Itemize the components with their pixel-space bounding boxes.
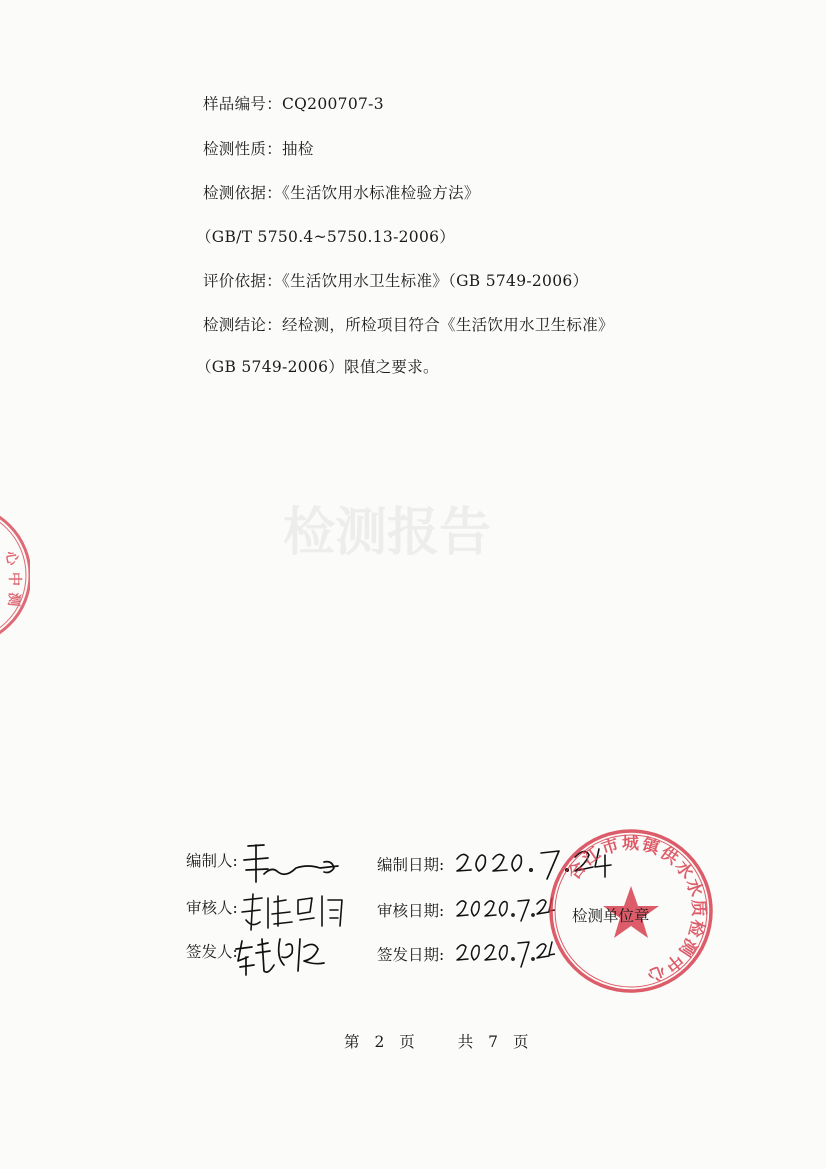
test-basis-label: 检测依据： [203,184,283,202]
evaluation-basis-line [203,269,588,291]
page-mid: 页 [399,1033,416,1051]
conclusion-text-1: 经检测，所检项目符合《生活饮用水卫生标准》 [282,316,614,334]
test-nature-line [203,137,314,159]
evaluation-basis-label: 评价依据： [203,272,283,290]
svg-text:合江市城镇供水水质检测中心: 合江市城镇供水水质检测中心 [564,833,709,987]
sample-number-line [203,92,384,114]
reviewer-signature [238,892,348,934]
sample-number-label: 样品编号： [203,95,283,113]
issue-date-label: 签发日期: [377,946,445,964]
total-suffix: 页 [512,1033,530,1051]
conclusion-line [203,313,614,335]
page-total: 7 [488,1033,500,1051]
handwritten-issue-date [455,937,555,971]
test-basis-value: 《生活饮用水标准检验方法》 [282,184,480,202]
compiler-signature [234,842,344,888]
review-date-label: 审核日期: [377,902,445,920]
issuer-signature [234,935,334,979]
show-through-ghost-title: 检测报告 [283,502,492,563]
test-basis-standard: （GB/T 5750.4~5750.13-2006） [196,228,456,246]
evaluation-basis-value: 《生活饮用水卫生标准》（GB 5749-2006） [282,272,589,290]
compiler-label: 编制人: [186,852,238,870]
handwritten-review-date [455,893,555,927]
svg-text:测: 测 [4,591,22,607]
unit-seal-label: 检测单位章 [572,907,650,925]
total-prefix: 共 [457,1033,475,1051]
page-prefix: 第 [344,1033,361,1051]
sample-number-value: CQ200707-3 [282,95,384,113]
conclusion-label: 检测结论： [203,316,283,334]
svg-text:心: 心 [2,549,21,567]
page-indicator [344,1030,530,1052]
left-edge-partial-seal [0,500,30,650]
page-current: 2 [374,1033,386,1051]
svg-text:中: 中 [6,572,22,586]
issuer-label: 签发人: [186,943,238,961]
test-nature-label: 检测性质： [203,140,283,158]
test-nature-value: 抽检 [282,140,314,158]
compile-date-label: 编制日期: [377,856,445,874]
test-basis-line [203,181,480,203]
reviewer-label: 审核人: [186,899,238,917]
conclusion-text-2: （GB 5749-2006）限值之要求。 [196,358,439,376]
